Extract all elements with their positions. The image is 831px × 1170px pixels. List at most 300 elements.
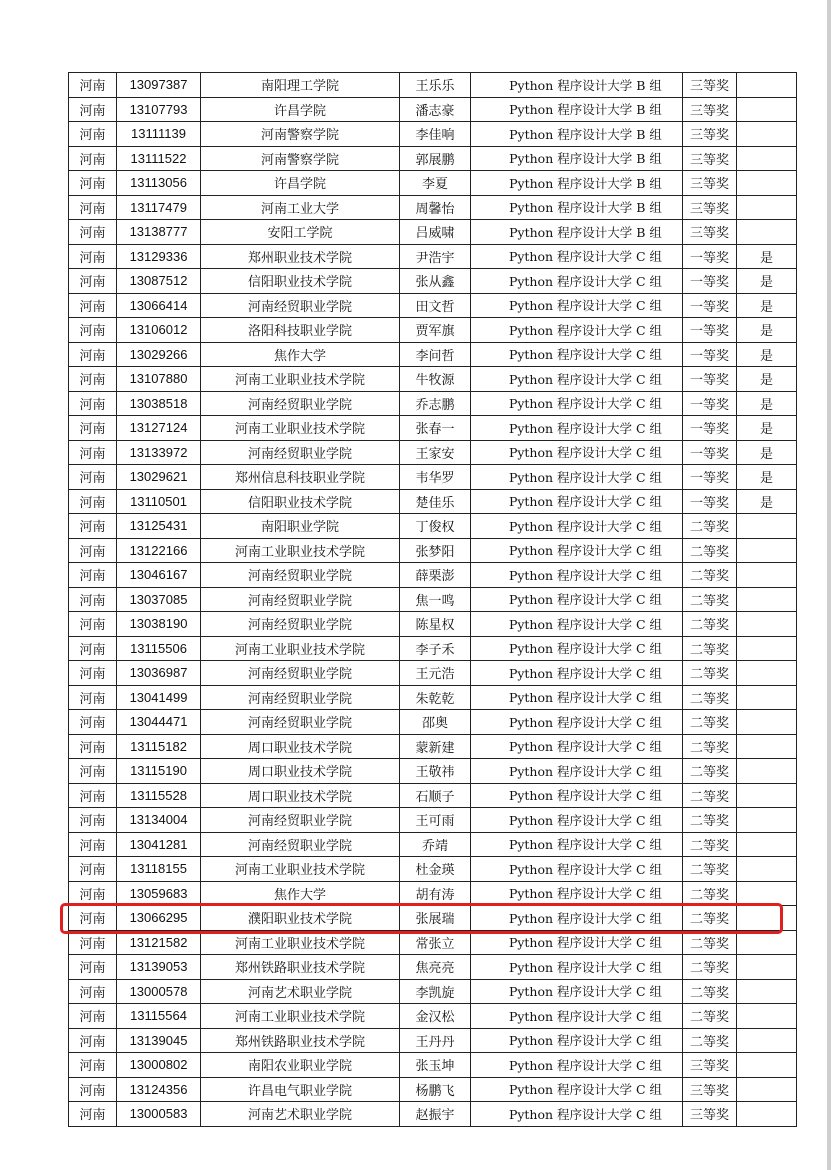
id-cell: 13000578 <box>117 979 201 1004</box>
name-cell: 张玉坤 <box>400 1053 471 1078</box>
name-cell: 李凯旋 <box>400 979 471 1004</box>
province-cell: 河南 <box>69 244 117 269</box>
award-cell: 二等奖 <box>683 1004 737 1029</box>
flag-cell <box>737 1028 797 1053</box>
flag-cell: 是 <box>737 465 797 490</box>
province-cell: 河南 <box>69 1077 117 1102</box>
name-cell: 潘志豪 <box>400 97 471 122</box>
school-cell: 南阳理工学院 <box>201 73 400 98</box>
flag-cell <box>737 685 797 710</box>
group-cell: Python 程序设计大学 C 组 <box>471 955 683 980</box>
flag-cell: 是 <box>737 342 797 367</box>
award-cell: 三等奖 <box>683 146 737 171</box>
award-cell: 三等奖 <box>683 1102 737 1127</box>
province-cell: 河南 <box>69 538 117 563</box>
flag-cell <box>737 171 797 196</box>
award-cell: 一等奖 <box>683 391 737 416</box>
school-cell: 河南工业职业技术学院 <box>201 1004 400 1029</box>
table-row <box>69 293 797 318</box>
school-cell: 河南经贸职业学院 <box>201 293 400 318</box>
flag-cell <box>737 930 797 955</box>
group-cell: Python 程序设计大学 B 组 <box>471 73 683 98</box>
group-cell: Python 程序设计大学 C 组 <box>471 930 683 955</box>
flag-cell <box>737 1004 797 1029</box>
group-cell: Python 程序设计大学 C 组 <box>471 979 683 1004</box>
flag-cell <box>737 710 797 735</box>
group-cell: Python 程序设计大学 C 组 <box>471 734 683 759</box>
id-cell: 13125431 <box>117 514 201 539</box>
flag-cell <box>737 195 797 220</box>
school-cell: 洛阳科技职业学院 <box>201 318 400 343</box>
name-cell: 贾军旗 <box>400 318 471 343</box>
table-row <box>69 759 797 784</box>
table-row <box>69 1004 797 1029</box>
school-cell: 郑州铁路职业技术学院 <box>201 1028 400 1053</box>
table-row <box>69 930 797 955</box>
school-cell: 河南艺术职业学院 <box>201 1102 400 1127</box>
school-cell: 安阳工学院 <box>201 220 400 245</box>
award-cell: 二等奖 <box>683 832 737 857</box>
group-cell: Python 程序设计大学 C 组 <box>471 685 683 710</box>
school-cell: 河南经贸职业学院 <box>201 661 400 686</box>
school-cell: 河南经贸职业学院 <box>201 587 400 612</box>
award-cell: 二等奖 <box>683 808 737 833</box>
province-cell: 河南 <box>69 73 117 98</box>
school-cell: 焦作大学 <box>201 881 400 906</box>
school-cell: 河南工业职业技术学院 <box>201 636 400 661</box>
school-cell: 河南工业职业技术学院 <box>201 857 400 882</box>
province-cell: 河南 <box>69 514 117 539</box>
award-cell: 二等奖 <box>683 710 737 735</box>
id-cell: 13139053 <box>117 955 201 980</box>
table-row <box>69 881 797 906</box>
name-cell: 尹浩宇 <box>400 244 471 269</box>
id-cell: 13046167 <box>117 563 201 588</box>
flag-cell <box>737 759 797 784</box>
group-cell: Python 程序设计大学 C 组 <box>471 367 683 392</box>
province-cell: 河南 <box>69 832 117 857</box>
id-cell: 13038518 <box>117 391 201 416</box>
award-cell: 二等奖 <box>683 979 737 1004</box>
province-cell: 河南 <box>69 930 117 955</box>
group-cell: Python 程序设计大学 B 组 <box>471 220 683 245</box>
province-cell: 河南 <box>69 857 117 882</box>
id-cell: 13036987 <box>117 661 201 686</box>
school-cell: 南阳农业职业学院 <box>201 1053 400 1078</box>
award-cell: 一等奖 <box>683 440 737 465</box>
group-cell: Python 程序设计大学 C 组 <box>471 1102 683 1127</box>
table-row <box>69 465 797 490</box>
school-cell: 濮阳职业技术学院 <box>201 906 400 931</box>
name-cell: 蒙新建 <box>400 734 471 759</box>
school-cell: 许昌学院 <box>201 97 400 122</box>
province-cell: 河南 <box>69 759 117 784</box>
province-cell: 河南 <box>69 881 117 906</box>
province-cell: 河南 <box>69 465 117 490</box>
group-cell: Python 程序设计大学 B 组 <box>471 97 683 122</box>
flag-cell <box>737 955 797 980</box>
table-row <box>69 710 797 735</box>
id-cell: 13107793 <box>117 97 201 122</box>
flag-cell <box>737 1053 797 1078</box>
id-cell: 13029266 <box>117 342 201 367</box>
award-cell: 三等奖 <box>683 195 737 220</box>
school-cell: 周口职业技术学院 <box>201 783 400 808</box>
id-cell: 13059683 <box>117 881 201 906</box>
award-cell: 二等奖 <box>683 955 737 980</box>
award-cell: 二等奖 <box>683 930 737 955</box>
name-cell: 吕威啸 <box>400 220 471 245</box>
school-cell: 河南艺术职业学院 <box>201 979 400 1004</box>
name-cell: 周馨怡 <box>400 195 471 220</box>
table-row <box>69 514 797 539</box>
table-row <box>69 808 797 833</box>
province-cell: 河南 <box>69 710 117 735</box>
award-cell: 三等奖 <box>683 1053 737 1078</box>
group-cell: Python 程序设计大学 B 组 <box>471 122 683 147</box>
award-cell: 一等奖 <box>683 489 737 514</box>
province-cell: 河南 <box>69 318 117 343</box>
group-cell: Python 程序设计大学 C 组 <box>471 710 683 735</box>
flag-cell <box>737 122 797 147</box>
flag-cell <box>737 146 797 171</box>
name-cell: 王家安 <box>400 440 471 465</box>
school-cell: 信阳职业技术学院 <box>201 269 400 294</box>
id-cell: 13117479 <box>117 195 201 220</box>
award-cell: 二等奖 <box>683 759 737 784</box>
group-cell: Python 程序设计大学 C 组 <box>471 906 683 931</box>
table-row <box>69 122 797 147</box>
id-cell: 13115528 <box>117 783 201 808</box>
table-row <box>69 587 797 612</box>
group-cell: Python 程序设计大学 C 组 <box>471 514 683 539</box>
school-cell: 河南经贸职业学院 <box>201 391 400 416</box>
school-cell: 周口职业技术学院 <box>201 759 400 784</box>
table-row <box>69 171 797 196</box>
flag-cell <box>737 734 797 759</box>
table-row <box>69 857 797 882</box>
id-cell: 13111522 <box>117 146 201 171</box>
table-row <box>69 1053 797 1078</box>
id-cell: 13139045 <box>117 1028 201 1053</box>
province-cell: 河南 <box>69 1053 117 1078</box>
award-cell: 二等奖 <box>683 636 737 661</box>
award-cell: 三等奖 <box>683 171 737 196</box>
school-cell: 南阳职业学院 <box>201 514 400 539</box>
flag-cell: 是 <box>737 391 797 416</box>
group-cell: Python 程序设计大学 C 组 <box>471 661 683 686</box>
name-cell: 牛牧源 <box>400 367 471 392</box>
flag-cell <box>737 979 797 1004</box>
id-cell: 13097387 <box>117 73 201 98</box>
province-cell: 河南 <box>69 342 117 367</box>
award-cell: 三等奖 <box>683 220 737 245</box>
school-cell: 河南经贸职业学院 <box>201 710 400 735</box>
table-row <box>69 636 797 661</box>
province-cell: 河南 <box>69 97 117 122</box>
province-cell: 河南 <box>69 612 117 637</box>
table-row <box>69 440 797 465</box>
flag-cell: 是 <box>737 489 797 514</box>
award-cell: 一等奖 <box>683 342 737 367</box>
table-row <box>69 906 797 931</box>
table-row <box>69 734 797 759</box>
group-cell: Python 程序设计大学 C 组 <box>471 587 683 612</box>
province-cell: 河南 <box>69 685 117 710</box>
group-cell: Python 程序设计大学 C 组 <box>471 465 683 490</box>
group-cell: Python 程序设计大学 C 组 <box>471 293 683 318</box>
name-cell: 丁俊权 <box>400 514 471 539</box>
id-cell: 13134004 <box>117 808 201 833</box>
name-cell: 焦亮亮 <box>400 955 471 980</box>
group-cell: Python 程序设计大学 C 组 <box>471 832 683 857</box>
name-cell: 张从鑫 <box>400 269 471 294</box>
table-row <box>69 244 797 269</box>
flag-cell <box>737 1077 797 1102</box>
group-cell: Python 程序设计大学 C 组 <box>471 538 683 563</box>
name-cell: 张展瑞 <box>400 906 471 931</box>
table-row <box>69 146 797 171</box>
flag-cell <box>737 906 797 931</box>
group-cell: Python 程序设计大学 C 组 <box>471 416 683 441</box>
group-cell: Python 程序设计大学 B 组 <box>471 146 683 171</box>
table-row <box>69 1102 797 1127</box>
flag-cell: 是 <box>737 318 797 343</box>
group-cell: Python 程序设计大学 C 组 <box>471 1028 683 1053</box>
group-cell: Python 程序设计大学 C 组 <box>471 269 683 294</box>
id-cell: 13129336 <box>117 244 201 269</box>
name-cell: 田文哲 <box>400 293 471 318</box>
id-cell: 13000583 <box>117 1102 201 1127</box>
flag-cell: 是 <box>737 244 797 269</box>
group-cell: Python 程序设计大学 C 组 <box>471 244 683 269</box>
school-cell: 周口职业技术学院 <box>201 734 400 759</box>
award-cell: 二等奖 <box>683 514 737 539</box>
award-cell: 一等奖 <box>683 416 737 441</box>
award-cell: 二等奖 <box>683 1028 737 1053</box>
province-cell: 河南 <box>69 808 117 833</box>
id-cell: 13041281 <box>117 832 201 857</box>
table-row <box>69 220 797 245</box>
name-cell: 邵奥 <box>400 710 471 735</box>
province-cell: 河南 <box>69 489 117 514</box>
school-cell: 郑州职业技术学院 <box>201 244 400 269</box>
province-cell: 河南 <box>69 955 117 980</box>
table-row <box>69 97 797 122</box>
province-cell: 河南 <box>69 220 117 245</box>
name-cell: 杨鹏飞 <box>400 1077 471 1102</box>
school-cell: 河南经贸职业学院 <box>201 808 400 833</box>
school-cell: 郑州铁路职业技术学院 <box>201 955 400 980</box>
province-cell: 河南 <box>69 416 117 441</box>
id-cell: 13044471 <box>117 710 201 735</box>
flag-cell: 是 <box>737 293 797 318</box>
id-cell: 13087512 <box>117 269 201 294</box>
id-cell: 13029621 <box>117 465 201 490</box>
awards-table <box>68 72 797 1127</box>
name-cell: 张梦阳 <box>400 538 471 563</box>
id-cell: 13107880 <box>117 367 201 392</box>
table-row <box>69 538 797 563</box>
group-cell: Python 程序设计大学 C 组 <box>471 881 683 906</box>
id-cell: 13115506 <box>117 636 201 661</box>
group-cell: Python 程序设计大学 C 组 <box>471 391 683 416</box>
name-cell: 王可雨 <box>400 808 471 833</box>
province-cell: 河南 <box>69 979 117 1004</box>
table-row <box>69 1028 797 1053</box>
school-cell: 河南工业大学 <box>201 195 400 220</box>
id-cell: 13111139 <box>117 122 201 147</box>
province-cell: 河南 <box>69 906 117 931</box>
table-row <box>69 563 797 588</box>
table-row <box>69 195 797 220</box>
group-cell: Python 程序设计大学 C 组 <box>471 440 683 465</box>
table-row <box>69 391 797 416</box>
province-cell: 河南 <box>69 269 117 294</box>
award-cell: 一等奖 <box>683 367 737 392</box>
flag-cell: 是 <box>737 269 797 294</box>
school-cell: 河南工业职业技术学院 <box>201 367 400 392</box>
name-cell: 王元浩 <box>400 661 471 686</box>
school-cell: 河南经贸职业学院 <box>201 685 400 710</box>
group-cell: Python 程序设计大学 C 组 <box>471 1004 683 1029</box>
table-row <box>69 342 797 367</box>
flag-cell <box>737 220 797 245</box>
id-cell: 13038190 <box>117 612 201 637</box>
award-cell: 二等奖 <box>683 587 737 612</box>
award-cell: 一等奖 <box>683 465 737 490</box>
school-cell: 信阳职业技术学院 <box>201 489 400 514</box>
flag-cell <box>737 97 797 122</box>
school-cell: 河南经贸职业学院 <box>201 612 400 637</box>
flag-cell <box>737 661 797 686</box>
group-cell: Python 程序设计大学 C 组 <box>471 1077 683 1102</box>
province-cell: 河南 <box>69 440 117 465</box>
name-cell: 王乐乐 <box>400 73 471 98</box>
province-cell: 河南 <box>69 563 117 588</box>
province-cell: 河南 <box>69 195 117 220</box>
group-cell: Python 程序设计大学 B 组 <box>471 195 683 220</box>
id-cell: 13106012 <box>117 318 201 343</box>
id-cell: 13113056 <box>117 171 201 196</box>
id-cell: 13121582 <box>117 930 201 955</box>
table-row <box>69 783 797 808</box>
province-cell: 河南 <box>69 122 117 147</box>
award-cell: 三等奖 <box>683 97 737 122</box>
school-cell: 河南警察学院 <box>201 146 400 171</box>
flag-cell: 是 <box>737 440 797 465</box>
award-cell: 二等奖 <box>683 881 737 906</box>
name-cell: 楚佳乐 <box>400 489 471 514</box>
flag-cell <box>737 832 797 857</box>
award-cell: 一等奖 <box>683 318 737 343</box>
id-cell: 13115182 <box>117 734 201 759</box>
name-cell: 韦华罗 <box>400 465 471 490</box>
name-cell: 胡有涛 <box>400 881 471 906</box>
school-cell: 许昌电气职业学院 <box>201 1077 400 1102</box>
flag-cell <box>737 783 797 808</box>
award-cell: 二等奖 <box>683 857 737 882</box>
id-cell: 13041499 <box>117 685 201 710</box>
name-cell: 李夏 <box>400 171 471 196</box>
name-cell: 郭展鹏 <box>400 146 471 171</box>
province-cell: 河南 <box>69 661 117 686</box>
table-row <box>69 269 797 294</box>
province-cell: 河南 <box>69 367 117 392</box>
flag-cell: 是 <box>737 416 797 441</box>
id-cell: 13115190 <box>117 759 201 784</box>
id-cell: 13110501 <box>117 489 201 514</box>
award-cell: 三等奖 <box>683 1077 737 1102</box>
id-cell: 13115564 <box>117 1004 201 1029</box>
page-edge <box>827 0 831 1170</box>
province-cell: 河南 <box>69 587 117 612</box>
table-row <box>69 955 797 980</box>
group-cell: Python 程序设计大学 C 组 <box>471 563 683 588</box>
award-cell: 三等奖 <box>683 73 737 98</box>
id-cell: 13122166 <box>117 538 201 563</box>
flag-cell <box>737 1102 797 1127</box>
name-cell: 王丹丹 <box>400 1028 471 1053</box>
award-cell: 二等奖 <box>683 612 737 637</box>
school-cell: 河南经贸职业学院 <box>201 563 400 588</box>
group-cell: Python 程序设计大学 C 组 <box>471 808 683 833</box>
group-cell: Python 程序设计大学 C 组 <box>471 1053 683 1078</box>
flag-cell: 是 <box>737 367 797 392</box>
group-cell: Python 程序设计大学 C 组 <box>471 759 683 784</box>
table-row <box>69 661 797 686</box>
group-cell: Python 程序设计大学 C 组 <box>471 857 683 882</box>
school-cell: 焦作大学 <box>201 342 400 367</box>
id-cell: 13037085 <box>117 587 201 612</box>
table-row <box>69 73 797 98</box>
id-cell: 13000802 <box>117 1053 201 1078</box>
award-cell: 一等奖 <box>683 269 737 294</box>
table-row <box>69 1077 797 1102</box>
name-cell: 杜金瑛 <box>400 857 471 882</box>
award-cell: 二等奖 <box>683 906 737 931</box>
school-cell: 河南工业职业技术学院 <box>201 538 400 563</box>
table-row <box>69 318 797 343</box>
table-row <box>69 979 797 1004</box>
award-cell: 一等奖 <box>683 244 737 269</box>
group-cell: Python 程序设计大学 C 组 <box>471 783 683 808</box>
flag-cell <box>737 514 797 539</box>
province-cell: 河南 <box>69 636 117 661</box>
award-cell: 二等奖 <box>683 783 737 808</box>
group-cell: Python 程序设计大学 C 组 <box>471 612 683 637</box>
table-row <box>69 416 797 441</box>
id-cell: 13066295 <box>117 906 201 931</box>
flag-cell <box>737 73 797 98</box>
name-cell: 李问哲 <box>400 342 471 367</box>
table-row <box>69 685 797 710</box>
id-cell: 13124356 <box>117 1077 201 1102</box>
flag-cell <box>737 881 797 906</box>
id-cell: 13118155 <box>117 857 201 882</box>
flag-cell <box>737 538 797 563</box>
table-row <box>69 489 797 514</box>
flag-cell <box>737 612 797 637</box>
flag-cell <box>737 808 797 833</box>
province-cell: 河南 <box>69 171 117 196</box>
id-cell: 13138777 <box>117 220 201 245</box>
province-cell: 河南 <box>69 1004 117 1029</box>
school-cell: 郑州信息科技职业学院 <box>201 465 400 490</box>
flag-cell <box>737 857 797 882</box>
name-cell: 李佳响 <box>400 122 471 147</box>
province-cell: 河南 <box>69 293 117 318</box>
